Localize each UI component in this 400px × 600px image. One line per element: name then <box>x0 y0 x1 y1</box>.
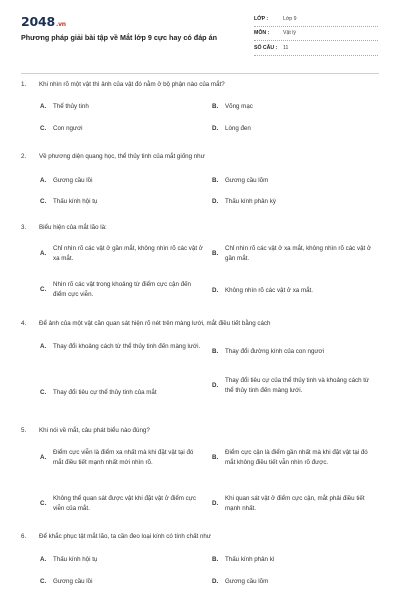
option-c[interactable]: C. Thấu kính hội tụ <box>40 198 98 205</box>
option-b[interactable]: B. Chỉ nhìn rõ các vật ở xa mắt, không nhìn rõ các vật ở gần mắt. <box>212 245 372 262</box>
meta-info <box>254 12 378 56</box>
question-stem: 3. Biểu hiện của mắt lão là: <box>21 224 107 231</box>
option-a[interactable]: A. Thay đổi khoảng cách từ thể thủy tinh đến màng lưới. <box>40 343 201 350</box>
document-header <box>0 0 400 72</box>
option-b[interactable]: B. Điểm cực cận là điểm gần nhất mà khi đặt vật tại đó mắt không điều tiết vẫn nhìn rõ được. <box>212 449 368 466</box>
option-c[interactable]: C. Nhìn rõ các vật trong khoảng từ điểm cực cận đến điểm cực viễn. <box>40 281 191 298</box>
header-divider <box>21 73 379 74</box>
option-d[interactable]: D. Gương cầu lõm <box>212 578 269 585</box>
option-a[interactable]: A. Thể thủy tinh <box>40 103 89 110</box>
option-d[interactable]: D. Lòng đen <box>212 125 251 132</box>
question-stem: 4. Để ảnh của một vật cần quan sát hiện rõ nét trên màng lưới, mắt điều tiết bằng cách <box>21 320 271 327</box>
option-a[interactable]: A. Điểm cực viễn là điểm xa nhất mà khi đặt vật tại đó mắt điều tiết mạnh nhất mới nhìn rõ. <box>40 449 194 466</box>
question-stem: 2. Về phương diện quang học, thể thủy tinh của mắt giống như <box>21 153 205 160</box>
option-a[interactable]: A. Gương cầu lồi <box>40 177 93 184</box>
question-stem: 5. Khi nói về mắt, câu phát biểu nào đúng? <box>21 427 150 434</box>
option-d[interactable]: D. Không nhìn rõ các vật ở xa mắt. <box>212 287 313 294</box>
option-b[interactable]: B. Thay đổi đường kính của con ngươi <box>212 348 324 355</box>
page-title: Phương pháp giải bài tập về Mắt lớp 9 cực hay có đáp án <box>21 33 217 42</box>
option-d[interactable]: D. Thay đổi tiêu cự của thể thủy tinh và khoảng cách từ thể thủy tinh đến màng lưới. <box>212 377 370 394</box>
option-d[interactable]: D. Khi quan sát vật ở điểm cực cận, mắt phải điều tiết mạnh nhất. <box>212 495 365 512</box>
meta-subject: MÔN : Vật lý <box>254 27 378 42</box>
meta-question-count: SỐ CÂU : 11 <box>254 41 378 56</box>
option-a[interactable]: A. Thấu kính hội tụ <box>40 556 98 563</box>
site-logo[interactable]: 2048.vn <box>21 14 66 29</box>
option-a[interactable]: A. Chỉ nhìn rõ các vật ở gần mắt, không nhìn rõ các vật ở xa mắt. <box>40 245 203 262</box>
option-b[interactable]: B. Thấu kính phân kì <box>212 556 275 563</box>
option-b[interactable]: B. Gương cầu lõm <box>212 177 269 184</box>
option-c[interactable]: C. Con ngươi <box>40 125 83 132</box>
meta-class: LỚP : Lớp 9 <box>254 12 378 27</box>
question-stem: 1. Khi nhìn rõ một vật thì ảnh của vật đó nằm ở bộ phận nào của mắt? <box>21 81 225 88</box>
option-c[interactable]: C. Thay đổi tiêu cự thể thủy tinh của mắt <box>40 389 157 396</box>
option-c[interactable]: C. Gương cầu lồi <box>40 578 93 585</box>
option-c[interactable]: C. Không thể quan sát được vật khi đặt vật ở điểm cực viễn của mắt. <box>40 495 196 512</box>
option-b[interactable]: B. Võng mạc <box>212 103 253 110</box>
option-d[interactable]: D. Thấu kính phân kỳ <box>212 198 276 205</box>
question-stem: 6. Để khắc phục tật mắt lão, ta cần đeo loại kính có tính chất như <box>21 533 211 540</box>
